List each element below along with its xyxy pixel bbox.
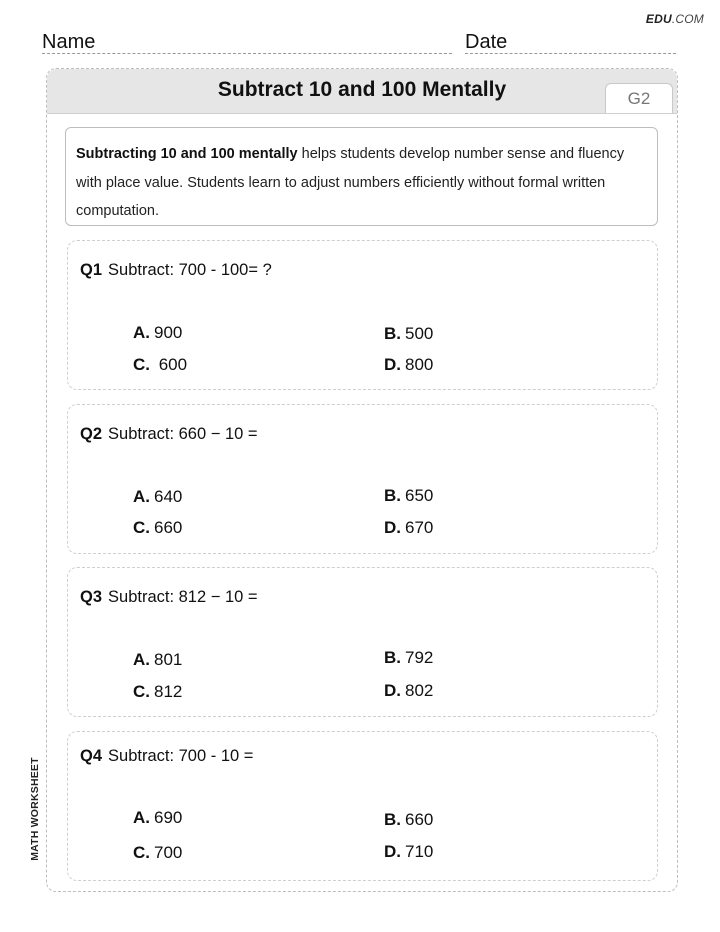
option-value: 700: [154, 843, 183, 862]
option-value: 650: [405, 486, 434, 505]
question-number: Q4: [80, 747, 103, 765]
question-header: [80, 747, 253, 766]
option-letter: A.: [133, 487, 150, 506]
question-card: [67, 731, 658, 881]
question-prompt: Subtract: 660 − 10 =: [108, 425, 258, 443]
option-value: 600: [154, 355, 188, 374]
option-letter: A.: [133, 808, 150, 827]
option-letter: C.: [133, 518, 150, 537]
option-letter: A.: [133, 323, 150, 342]
name-field[interactable]: [42, 53, 452, 54]
option-value: 660: [154, 518, 183, 537]
question-card: [67, 404, 658, 554]
question-prompt: Subtract: 700 - 10 =: [108, 747, 254, 765]
brand-logo: [646, 12, 704, 26]
option-letter: D.: [384, 681, 401, 700]
option-value: 802: [405, 681, 434, 700]
option-a[interactable]: [133, 808, 182, 828]
option-letter: C.: [133, 355, 150, 374]
option-value: 660: [405, 810, 434, 829]
name-date-row: [40, 30, 676, 54]
question-card: [67, 567, 658, 717]
option-letter: B.: [384, 486, 401, 505]
option-b[interactable]: [384, 324, 433, 344]
option-letter: C.: [133, 843, 150, 862]
question-header: [80, 425, 258, 444]
option-c[interactable]: [133, 682, 182, 702]
intro-bold-text: Subtracting 10 and 100 mentally: [76, 146, 298, 162]
option-value: 710: [405, 842, 434, 861]
date-field[interactable]: [465, 53, 676, 54]
intro-box: [65, 127, 658, 226]
worksheet-title: Subtract 10 and 100 Mentally: [217, 78, 507, 101]
question-number: Q2: [80, 425, 103, 443]
option-value: 640: [154, 487, 183, 506]
option-d[interactable]: [384, 681, 433, 701]
option-letter: A.: [133, 650, 150, 669]
option-c[interactable]: [133, 518, 182, 538]
name-label: Name: [42, 31, 96, 53]
question-number: Q3: [80, 588, 103, 606]
option-a[interactable]: [133, 323, 182, 343]
option-letter: B.: [384, 324, 401, 343]
option-b[interactable]: [384, 810, 433, 830]
option-d[interactable]: [384, 355, 433, 375]
option-value: 500: [405, 324, 434, 343]
question-card: [67, 240, 658, 390]
option-value: 690: [154, 808, 183, 827]
worksheet-card: [46, 68, 678, 892]
brand-logo-com: .COM: [671, 12, 704, 26]
option-letter: B.: [384, 648, 401, 667]
option-a[interactable]: [133, 487, 182, 507]
side-label: [28, 750, 42, 870]
option-d[interactable]: [384, 842, 433, 862]
intro-text: helps students develop number sense and fluency with place value. Students learn to adjust numbers efficiently without formal written computation.: [76, 146, 625, 219]
option-d[interactable]: [384, 518, 433, 538]
side-label-text: MATH WORKSHEET: [29, 757, 41, 861]
question-header: [80, 261, 272, 280]
option-value: 792: [405, 648, 434, 667]
option-value: 801: [154, 650, 183, 669]
option-b[interactable]: [384, 486, 433, 506]
grade-tab: G2: [605, 83, 673, 113]
question-header: [80, 588, 258, 607]
question-number: Q1: [80, 261, 103, 279]
worksheet-header: [47, 69, 677, 114]
option-value: 812: [154, 682, 183, 701]
option-c[interactable]: [133, 355, 187, 375]
date-label: Date: [465, 31, 508, 53]
brand-logo-edu: EDU: [645, 12, 672, 26]
option-value: 800: [405, 355, 434, 374]
option-value: 670: [405, 518, 434, 537]
option-letter: D.: [384, 518, 401, 537]
question-prompt: Subtract: 812 − 10 =: [108, 588, 258, 606]
option-b[interactable]: [384, 648, 433, 668]
option-letter: C.: [133, 682, 150, 701]
question-prompt: Subtract: 700 - 100= ?: [108, 261, 272, 279]
option-letter: D.: [384, 355, 401, 374]
option-value: 900: [154, 323, 183, 342]
option-c[interactable]: [133, 843, 182, 863]
option-a[interactable]: [133, 650, 182, 670]
option-letter: B.: [384, 810, 401, 829]
option-letter: D.: [384, 842, 401, 861]
